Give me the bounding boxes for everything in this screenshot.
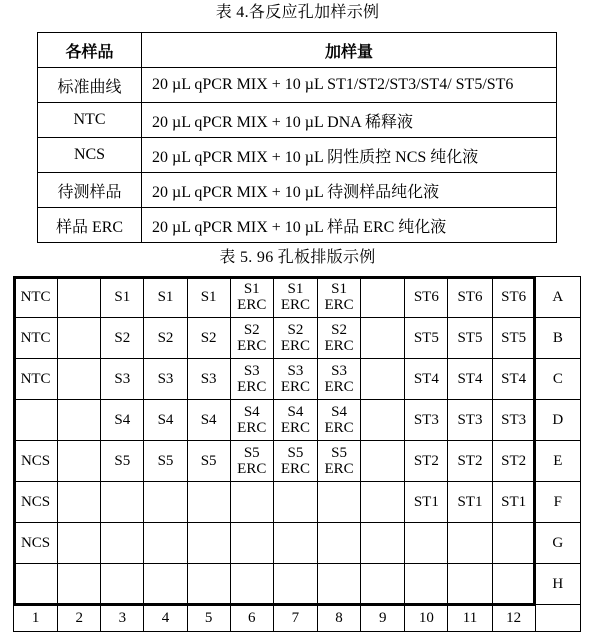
plate-well xyxy=(101,564,144,605)
plate-well: ST3 xyxy=(405,400,448,441)
plate-row-label: A xyxy=(535,277,580,318)
table4-header-row xyxy=(38,33,557,68)
plate-well xyxy=(14,564,58,605)
plate-well-line: ERC xyxy=(237,338,267,354)
plate-well xyxy=(317,523,360,564)
plate-well xyxy=(273,277,317,318)
plate-row-label: H xyxy=(535,564,580,605)
table4-row-cell-1: 待测样品 xyxy=(38,173,142,208)
plate-well xyxy=(317,482,360,523)
plate-well xyxy=(361,441,405,482)
plate-well xyxy=(230,482,273,523)
plate-well-line: S2 xyxy=(287,322,304,338)
plate-well xyxy=(230,359,273,400)
table5-caption: 表 5. 96 孔板排版示例 xyxy=(219,249,376,266)
plate-well xyxy=(144,564,187,605)
table4-row-cell-2: 20 µL qPCR MIX + 10 µL ST1/ST2/ST3/ST4/ ST5/ST6 xyxy=(142,68,557,103)
plate-well-line: ERC xyxy=(237,297,267,313)
plate-well xyxy=(58,441,101,482)
plate-well xyxy=(361,523,405,564)
plate-well-line: S3 xyxy=(287,363,304,379)
plate-well xyxy=(317,277,360,318)
table4-row xyxy=(38,103,557,138)
plate-row xyxy=(14,523,581,564)
plate-well xyxy=(230,400,273,441)
plate-row xyxy=(14,400,581,441)
plate-well: NCS xyxy=(14,482,58,523)
plate-well xyxy=(317,400,360,441)
plate-well xyxy=(361,359,405,400)
plate-well xyxy=(317,564,360,605)
table4-row-cell-1: 标准曲线 xyxy=(38,68,142,103)
plate-well xyxy=(405,523,448,564)
plate-well xyxy=(187,482,230,523)
plate-well xyxy=(273,482,317,523)
plate-well-line: ERC xyxy=(324,420,354,436)
plate-well-line: ERC xyxy=(324,379,354,395)
plate-well: S5 xyxy=(187,441,230,482)
plate-well: ST6 xyxy=(492,277,535,318)
table4-row xyxy=(38,138,557,173)
plate-well: ST6 xyxy=(405,277,448,318)
plate-layout xyxy=(13,276,581,636)
plate-well xyxy=(405,564,448,605)
plate-well xyxy=(230,277,273,318)
plate-row-label: B xyxy=(535,318,580,359)
plate-well: S1 xyxy=(101,277,144,318)
plate-well: S3 xyxy=(101,359,144,400)
table4-header-row-cell-1: 各样品 xyxy=(38,33,142,68)
plate-well: ST5 xyxy=(405,318,448,359)
plate-well xyxy=(273,400,317,441)
plate-well xyxy=(273,523,317,564)
table4-row xyxy=(38,68,557,103)
plate-well xyxy=(230,441,273,482)
plate-well-line: S5 xyxy=(331,445,347,461)
plate-column-label: 1 xyxy=(14,605,58,632)
plate-well: ST5 xyxy=(448,318,492,359)
plate-well xyxy=(361,277,405,318)
plate-column-label: 9 xyxy=(361,605,405,632)
plate-well: S4 xyxy=(144,400,187,441)
plate-well: NTC xyxy=(14,318,58,359)
plate-well xyxy=(144,523,187,564)
plate-well-line: S5 xyxy=(243,445,260,461)
plate-row-label: G xyxy=(535,523,580,564)
plate-row-label: D xyxy=(535,400,580,441)
plate-well: S5 xyxy=(101,441,144,482)
plate-well: ST5 xyxy=(492,318,535,359)
plate-row xyxy=(14,564,581,605)
plate-well xyxy=(273,359,317,400)
plate-well-line: S5 xyxy=(287,445,304,461)
plate-well xyxy=(230,523,273,564)
plate-well: S2 xyxy=(187,318,230,359)
plate-column-label: 4 xyxy=(144,605,187,632)
plate-well xyxy=(361,482,405,523)
plate-well-line: S1 xyxy=(331,281,347,297)
plate-well: ST2 xyxy=(405,441,448,482)
plate-column-label: 8 xyxy=(317,605,360,632)
plate-well xyxy=(492,564,535,605)
plate-column-numbers xyxy=(14,605,581,632)
plate-row-label: F xyxy=(535,482,580,523)
plate-well-line: ERC xyxy=(280,297,310,313)
plate-column-label: 12 xyxy=(492,605,535,632)
table4-header-row-cell-2: 加样量 xyxy=(142,33,557,68)
plate-well-line: S3 xyxy=(243,363,260,379)
plate-row xyxy=(14,482,581,523)
plate-well: ST2 xyxy=(492,441,535,482)
plate-well xyxy=(317,359,360,400)
plate-well: ST6 xyxy=(448,277,492,318)
table4-row-cell-1: NTC xyxy=(38,103,142,138)
table4-row xyxy=(38,208,557,243)
plate-well: ST4 xyxy=(492,359,535,400)
plate-well: NTC xyxy=(14,359,58,400)
table4-row-cell-1: NCS xyxy=(38,138,142,173)
plate-well xyxy=(187,523,230,564)
plate-row-label: E xyxy=(535,441,580,482)
plate-well-line: ERC xyxy=(280,461,310,477)
plate-well xyxy=(187,564,230,605)
plate-well: ST1 xyxy=(448,482,492,523)
plate-column-label: 2 xyxy=(58,605,101,632)
plate-column-label: 5 xyxy=(187,605,230,632)
plate-well xyxy=(361,318,405,359)
plate-well xyxy=(273,441,317,482)
plate-well: ST3 xyxy=(448,400,492,441)
plate-well-line: S3 xyxy=(331,363,347,379)
plate-column-label: 7 xyxy=(273,605,317,632)
plate-well: ST3 xyxy=(492,400,535,441)
plate-well-line: ERC xyxy=(324,461,354,477)
plate-well-line: S1 xyxy=(287,281,304,297)
plate-well-line: S4 xyxy=(243,404,260,420)
plate-well xyxy=(58,318,101,359)
plate-well xyxy=(361,564,405,605)
plate-well xyxy=(58,359,101,400)
plate-well xyxy=(58,523,101,564)
plate-well-line: S2 xyxy=(331,322,347,338)
plate-well: NTC xyxy=(14,277,58,318)
plate-well xyxy=(273,564,317,605)
table4-row-cell-2: 20 µL qPCR MIX + 10 µL DNA 稀释液 xyxy=(142,103,557,138)
plate-column-label: 10 xyxy=(405,605,448,632)
plate-well xyxy=(58,277,101,318)
plate-well xyxy=(448,564,492,605)
plate-well-line: S4 xyxy=(331,404,347,420)
plate-well xyxy=(101,482,144,523)
plate-well xyxy=(361,400,405,441)
plate-column-label: 11 xyxy=(448,605,492,632)
plate-well-line: ERC xyxy=(237,461,267,477)
plate-well: S1 xyxy=(144,277,187,318)
plate-row xyxy=(14,318,581,359)
plate-well xyxy=(58,400,101,441)
plate-well-line: ERC xyxy=(280,379,310,395)
table4-row-cell-2: 20 µL qPCR MIX + 10 µL 样品 ERC 纯化液 xyxy=(142,208,557,243)
plate-well-line: S1 xyxy=(243,281,260,297)
plate-well-line: ERC xyxy=(280,420,310,436)
plate-well: NCS xyxy=(14,441,58,482)
plate-well-line: ERC xyxy=(237,420,267,436)
plate-well-line: S2 xyxy=(243,322,260,338)
table4-row-cell-2: 20 µL qPCR MIX + 10 µL 待测样品纯化液 xyxy=(142,173,557,208)
plate-well xyxy=(317,441,360,482)
plate-column-label: 3 xyxy=(101,605,144,632)
plate-well xyxy=(101,523,144,564)
plate-row-label: C xyxy=(535,359,580,400)
plate-well: ST4 xyxy=(448,359,492,400)
plate-well: S2 xyxy=(101,318,144,359)
plate-well xyxy=(273,318,317,359)
plate-well: S3 xyxy=(144,359,187,400)
plate-well xyxy=(14,400,58,441)
plate-row xyxy=(14,277,581,318)
plate-well xyxy=(317,318,360,359)
plate-well: ST1 xyxy=(492,482,535,523)
plate-well xyxy=(230,564,273,605)
plate-well xyxy=(144,482,187,523)
plate-well-line: ERC xyxy=(237,379,267,395)
plate-row xyxy=(14,359,581,400)
plate-well xyxy=(230,318,273,359)
plate-well-line: S4 xyxy=(287,404,304,420)
plate-well xyxy=(492,523,535,564)
table4-row-cell-1: 样品 ERC xyxy=(38,208,142,243)
plate-well: S1 xyxy=(187,277,230,318)
sample-loading-table xyxy=(37,32,557,243)
table4-row-cell-2: 20 µL qPCR MIX + 10 µL 阴性质控 NCS 纯化液 xyxy=(142,138,557,173)
plate-well: S4 xyxy=(187,400,230,441)
plate-well-line: ERC xyxy=(324,297,354,313)
table4-row xyxy=(38,173,557,208)
plate-well-line: ERC xyxy=(280,338,310,354)
plate-well: ST1 xyxy=(405,482,448,523)
plate-well xyxy=(58,564,101,605)
plate-well: S4 xyxy=(101,400,144,441)
plate-corner-cell xyxy=(535,605,580,632)
plate-well-line: ERC xyxy=(324,338,354,354)
plate-well xyxy=(58,482,101,523)
plate-well xyxy=(448,523,492,564)
plate-well: S5 xyxy=(144,441,187,482)
plate-row xyxy=(14,441,581,482)
plate-well: S3 xyxy=(187,359,230,400)
plate-well: NCS xyxy=(14,523,58,564)
plate-well: S2 xyxy=(144,318,187,359)
table4-caption: 表 4.各反应孔加样示例 xyxy=(215,4,380,21)
plate-well: ST4 xyxy=(405,359,448,400)
plate-well: ST2 xyxy=(448,441,492,482)
plate-column-label: 6 xyxy=(230,605,273,632)
plate-layout-table xyxy=(13,276,581,632)
